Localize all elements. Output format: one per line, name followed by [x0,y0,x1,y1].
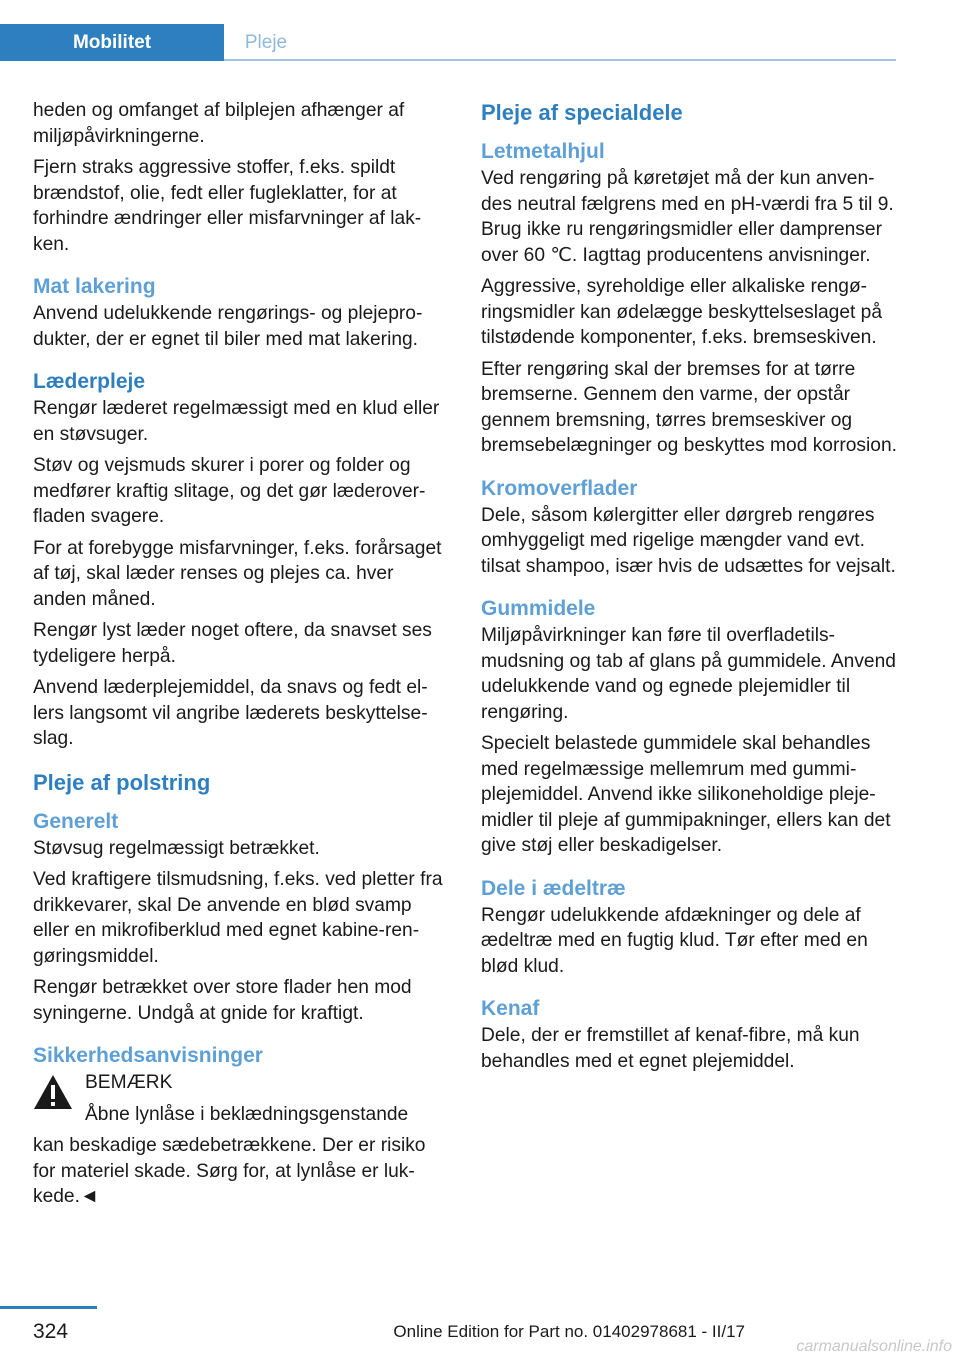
paragraph: Efter rengøring skal der bremses for at tørre bremserne. Gennem den varme, der opstår gennem bremsning, tørres bremseskiver og bremsebelægninger og beskyttes mod korrosion. [481,358,897,456]
paragraph: Rengør læderet regelmæssigt med en klud eller en støvsuger. [33,398,440,445]
paragraph: Rengør betrækket over store flader hen mod syningerne. Undgå at gnide for kraftigt. [33,977,412,1024]
paragraph: Specielt belastede gummidele skal behandles med regelmæssige mellemrum med gummiplejemiddel. Anvend ikke silikoneholdige plejemidler til pleje af gummipakninger, ellers kan det give støj eller beskadigelser. [481,733,891,856]
heading-generelt: Generelt [33,809,119,833]
paragraph: Støvsug regelmæssigt betrækket. [33,837,320,859]
paragraph: Anvend læderplejemiddel, da snavs og fedt ellers langsomt vil angribe læderets beskyttelseslag. [33,677,428,749]
heading-kenaf: Kenaf [481,997,540,1020]
paragraph: For at forebygge misfarvninger, f.eks. forårsaget af tøj, skal læder renses og plejes ca. hver anden måned. [33,537,442,610]
tab-pleje: Pleje [244,32,288,53]
heading-sikkerhedsanvisninger: Sikkerhedsanvisninger [33,1044,263,1067]
heading-mat-lakering: Mat lakering [33,275,156,298]
paragraph: Ved kraftigere tilsmudsning, f.eks. ved pletter fra drikkevarer, skal De anvende en blød svamp eller en mikrofiberklud med egnet kabine-rengøringsmiddel. [33,869,443,967]
warning-text-first: Åbne lynlåse i beklædningsgenstande [85,1103,409,1125]
paragraph: Anvend udelukkende rengørings- og plejeprodukter, der er egnet til biler med mat lakering. [33,303,423,350]
paragraph: Rengør lyst læder noget oftere, da snavset ses tydeligere herpå. [33,620,432,667]
left-column [33,98,451,1216]
page-number: 324 [33,1320,69,1343]
warning-text: kan beskadige sædebetrækkene. Der er risiko for materiel skade. Sørg for, at lynlåse er lukkede.◄ [33,1135,426,1207]
paragraph: Støv og vejsmuds skurer i porer og folder og medfører kraftig slitage, og det gør læderoverfladen svagere. [33,455,426,527]
paragraph: Rengør udelukkende afdækninger og dele af ædeltræ med en fugtig klud. Tør efter med en blød klud. [481,904,868,977]
heading-laederpleje: Læderpleje [33,370,146,393]
header-tabs [0,24,896,61]
paragraph: Fjern straks aggressive stoffer, f.eks. spildt brændstof, olie, fedt eller fugleklatter, for at forhindre ændringer eller misfarvninger af lakken. [33,157,422,255]
heading-dele-i-aedeltrae: Dele i ædeltræ [481,876,626,900]
warning-label: BEMÆRK [85,1072,173,1093]
heading-letmetalhjul: Letmetalhjul [481,140,605,163]
paragraph: Ved rengøring på køretøjet må der kun anvendes neutral fælgrens med en pH-værdi fra 5 til 9. Brug ikke ru rengøringsmidler eller damprenser over 60 ℃. Iagttag producentens anvisninger. [481,168,894,266]
edition-note: Online Edition for Part no. 01402978681 - II/17 [393,1322,745,1341]
footer-rule [0,1306,97,1309]
right-column [481,98,897,1080]
paragraph: Dele, såsom kølergitter eller dørgreb rengøres omhyggeligt med rigelige mængder vand evt. tilsat shampoo, især hvis de udsættes for vejsalt. [481,504,896,577]
heading-kromoverflader: Kromoverflader [481,476,638,500]
header-rule [224,59,896,61]
paragraph: Aggressive, syreholdige eller alkaliske rengøringsmidler kan ødelægge beskyttelseslaget på tilstødende komponenter, f.eks. bremseskiven. [481,276,883,348]
warning-triangle-icon [33,1074,73,1110]
heading-pleje-af-polstring: Pleje af polstring [33,769,211,795]
heading-pleje-af-specialdele: Pleje af specialdele [481,100,683,125]
heading-gummidele: Gummidele [481,597,596,620]
warning-note [33,1070,451,1210]
paragraph: Dele, der er fremstillet af kenaf-fibre, må kun behandles med et egnet plejemiddel. [481,1025,860,1072]
tab-mobilitet: Mobilitet [0,24,224,61]
watermark: carmanualsonline.info [796,1338,952,1355]
paragraph: Miljøpåvirkninger kan føre til overfladetilsmudsning og tab af glans på gummidele. Anvend udelukkende vand og egnede plejemidler til rengøring. [481,625,896,723]
paragraph: heden og omfanget af bilplejen afhænger af miljøpåvirkningerne. [33,100,405,147]
